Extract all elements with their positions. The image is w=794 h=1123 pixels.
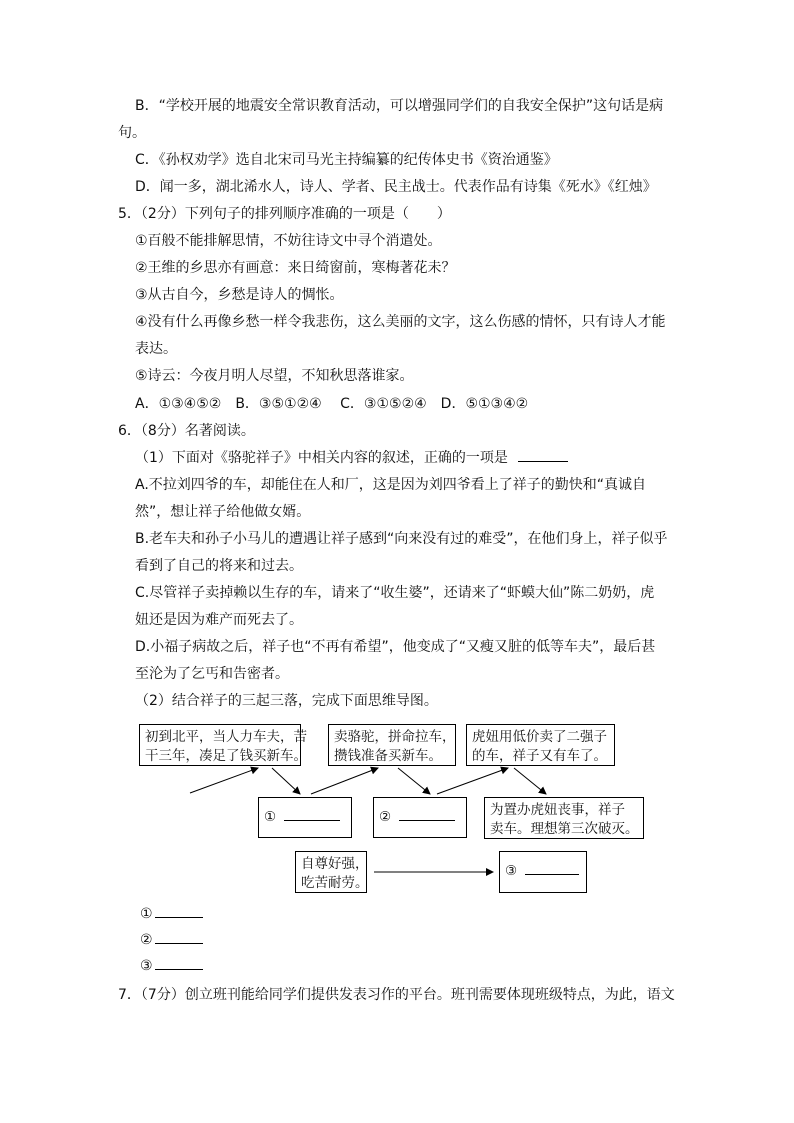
q6-answer-3-label: ③ (140, 958, 153, 974)
q6-option-b-line1: B.老车夫和孙子小马儿的遭遇让祥子感到“向来没有过的难受”，在他们身上，祥子似乎 (135, 531, 668, 547)
map-box-second-rise (328, 724, 456, 766)
q6-option-b-line2: 看到了自己的将来和过去。 (135, 558, 303, 574)
map-box-third-rise (466, 724, 615, 766)
q6-sub1-answer-blank[interactable] (518, 449, 568, 462)
q5-sentence-4-line1: ④没有什么再像乡愁一样令我悲伤，这么美丽的文字，这么伤感的情怀，只有诗人才能 (135, 314, 666, 330)
q6-sub1 (135, 448, 568, 468)
map-box-third-fall (484, 797, 644, 839)
map-box-second-rise-line2: 攒钱准备买新车。 (334, 748, 442, 764)
q4-option-c: C．《孙权劝学》选自北宋司马光主持编纂的纪传体史书《资治通鉴》 (135, 152, 558, 168)
map-box-blank-1-label: ① (264, 809, 277, 825)
q6-option-d-line1: D.小福子病故之后，祥子也“不再有希望”，他变成了“又瘦又脏的低等车夫”，最后甚 (135, 639, 656, 655)
q6-answer-1-label: ① (140, 906, 153, 922)
map-box-character-traits (295, 851, 367, 893)
arrow-6 (514, 768, 546, 794)
map-box-blank-1-line[interactable] (284, 808, 340, 821)
map-box-second-rise-line1: 卖骆驼，拼命拉车， (334, 729, 456, 745)
q7-stem: 7．（7分）创立班刊能给同学们提供发表习作的平台。班刊需要体现班级特点，为此，语文 (118, 987, 675, 1003)
arrow-1 (190, 768, 258, 793)
q6-sub1-text: （1）下面对《骆驼祥子》中相关内容的叙述，正确的一项是 (135, 450, 508, 466)
map-box-third-rise-line2: 的车，祥子又有车了。 (472, 748, 607, 764)
q6-option-a-line1: A.不拉刘四爷的车，却能住在人和厂，这是因为刘四爷看上了祥子的勤快和“真诚自 (135, 477, 647, 493)
map-box-first-car-line2: 干三年，凑足了钱买新车。 (145, 748, 307, 764)
q6-stem: 6．（8分）名著阅读。 (118, 423, 255, 439)
q6-option-c-line1: C.尽管祥子卖掉赖以生存的车，请来了“收生婆”，还请来了“虾蟆大仙”陈二奶奶，虎 (135, 585, 655, 601)
map-box-third-fall-line2: 卖车。理想第三次破灭。 (490, 821, 639, 837)
q4-option-d: D．闻一多，湖北浠水人，诗人、学者、民主战士。代表作品有诗集《死水》《红烛》 (135, 179, 657, 195)
q5-choices: A．①③④⑤② B．③⑤①②④ C．③①⑤②④ D．⑤①③④② (135, 396, 529, 412)
map-box-blank-2-line[interactable] (399, 808, 455, 821)
map-box-blank-2[interactable] (373, 797, 467, 838)
q6-answer-2-blank[interactable] (155, 931, 203, 944)
map-box-first-car-line1: 初到北平，当人力车夫，苦 (145, 729, 307, 745)
q5-sentence-3: ③从古自今，乡愁是诗人的惆怅。 (135, 287, 344, 303)
map-box-character-traits-line1: 自尊好强， (301, 856, 369, 872)
q5-sentence-2: ②王维的乡思亦有画意：来日绮窗前，寒梅著花未？ (135, 260, 456, 276)
q6-option-a-line2: 然”，想让祥子给他做女婿。 (135, 504, 311, 520)
q6-answer-3-blank[interactable] (155, 957, 203, 970)
map-box-blank-2-label: ② (379, 809, 392, 825)
map-box-third-fall-line1: 为置办虎妞丧事，祥子 (490, 802, 625, 818)
map-box-blank-3-line[interactable] (525, 862, 579, 875)
q5-sentence-1: ①百般不能排解思情，不妨往诗文中寻个消遣处。 (135, 233, 442, 249)
q6-sub2: （2）结合祥子的三起三落，完成下面思维导图。 (135, 693, 438, 709)
map-box-blank-1[interactable] (258, 797, 352, 838)
q6-answer-1 (140, 904, 203, 924)
arrow-2 (272, 768, 300, 794)
map-box-third-rise-line1: 虎妞用低价卖了二强子 (472, 729, 607, 745)
q5-stem: 5．（2分）下列句子的排列顺序准确的一项是（ ） (118, 206, 451, 222)
q6-answer-3 (140, 956, 203, 976)
map-box-blank-3-label: ③ (505, 863, 518, 879)
q5-sentence-5: ⑤诗云：今夜月明人尽望，不知秋思落谁家。 (135, 368, 414, 384)
arrow-5 (437, 768, 508, 794)
q6-answer-2 (140, 930, 203, 950)
q4-option-b-line2: 句。 (118, 125, 146, 141)
arrow-3 (311, 768, 378, 794)
q6-option-d-line2: 至沦为了乞丐和告密者。 (135, 666, 289, 682)
arrow-4 (398, 768, 430, 794)
map-box-character-traits-line2: 吃苦耐劳。 (301, 875, 369, 891)
q6-option-c-line2: 妞还是因为难产而死去了。 (135, 612, 303, 628)
q6-answer-1-blank[interactable] (155, 905, 203, 918)
map-box-blank-3[interactable] (499, 851, 587, 893)
q6-answer-2-label: ② (140, 932, 153, 948)
q5-sentence-4-line2: 表达。 (135, 341, 177, 357)
q4-option-b-line1: B．“学校开展的地震安全常识教育活动，可以增强同学们的自我安全保护”这句话是病 (135, 98, 664, 114)
map-box-first-car (139, 724, 307, 766)
